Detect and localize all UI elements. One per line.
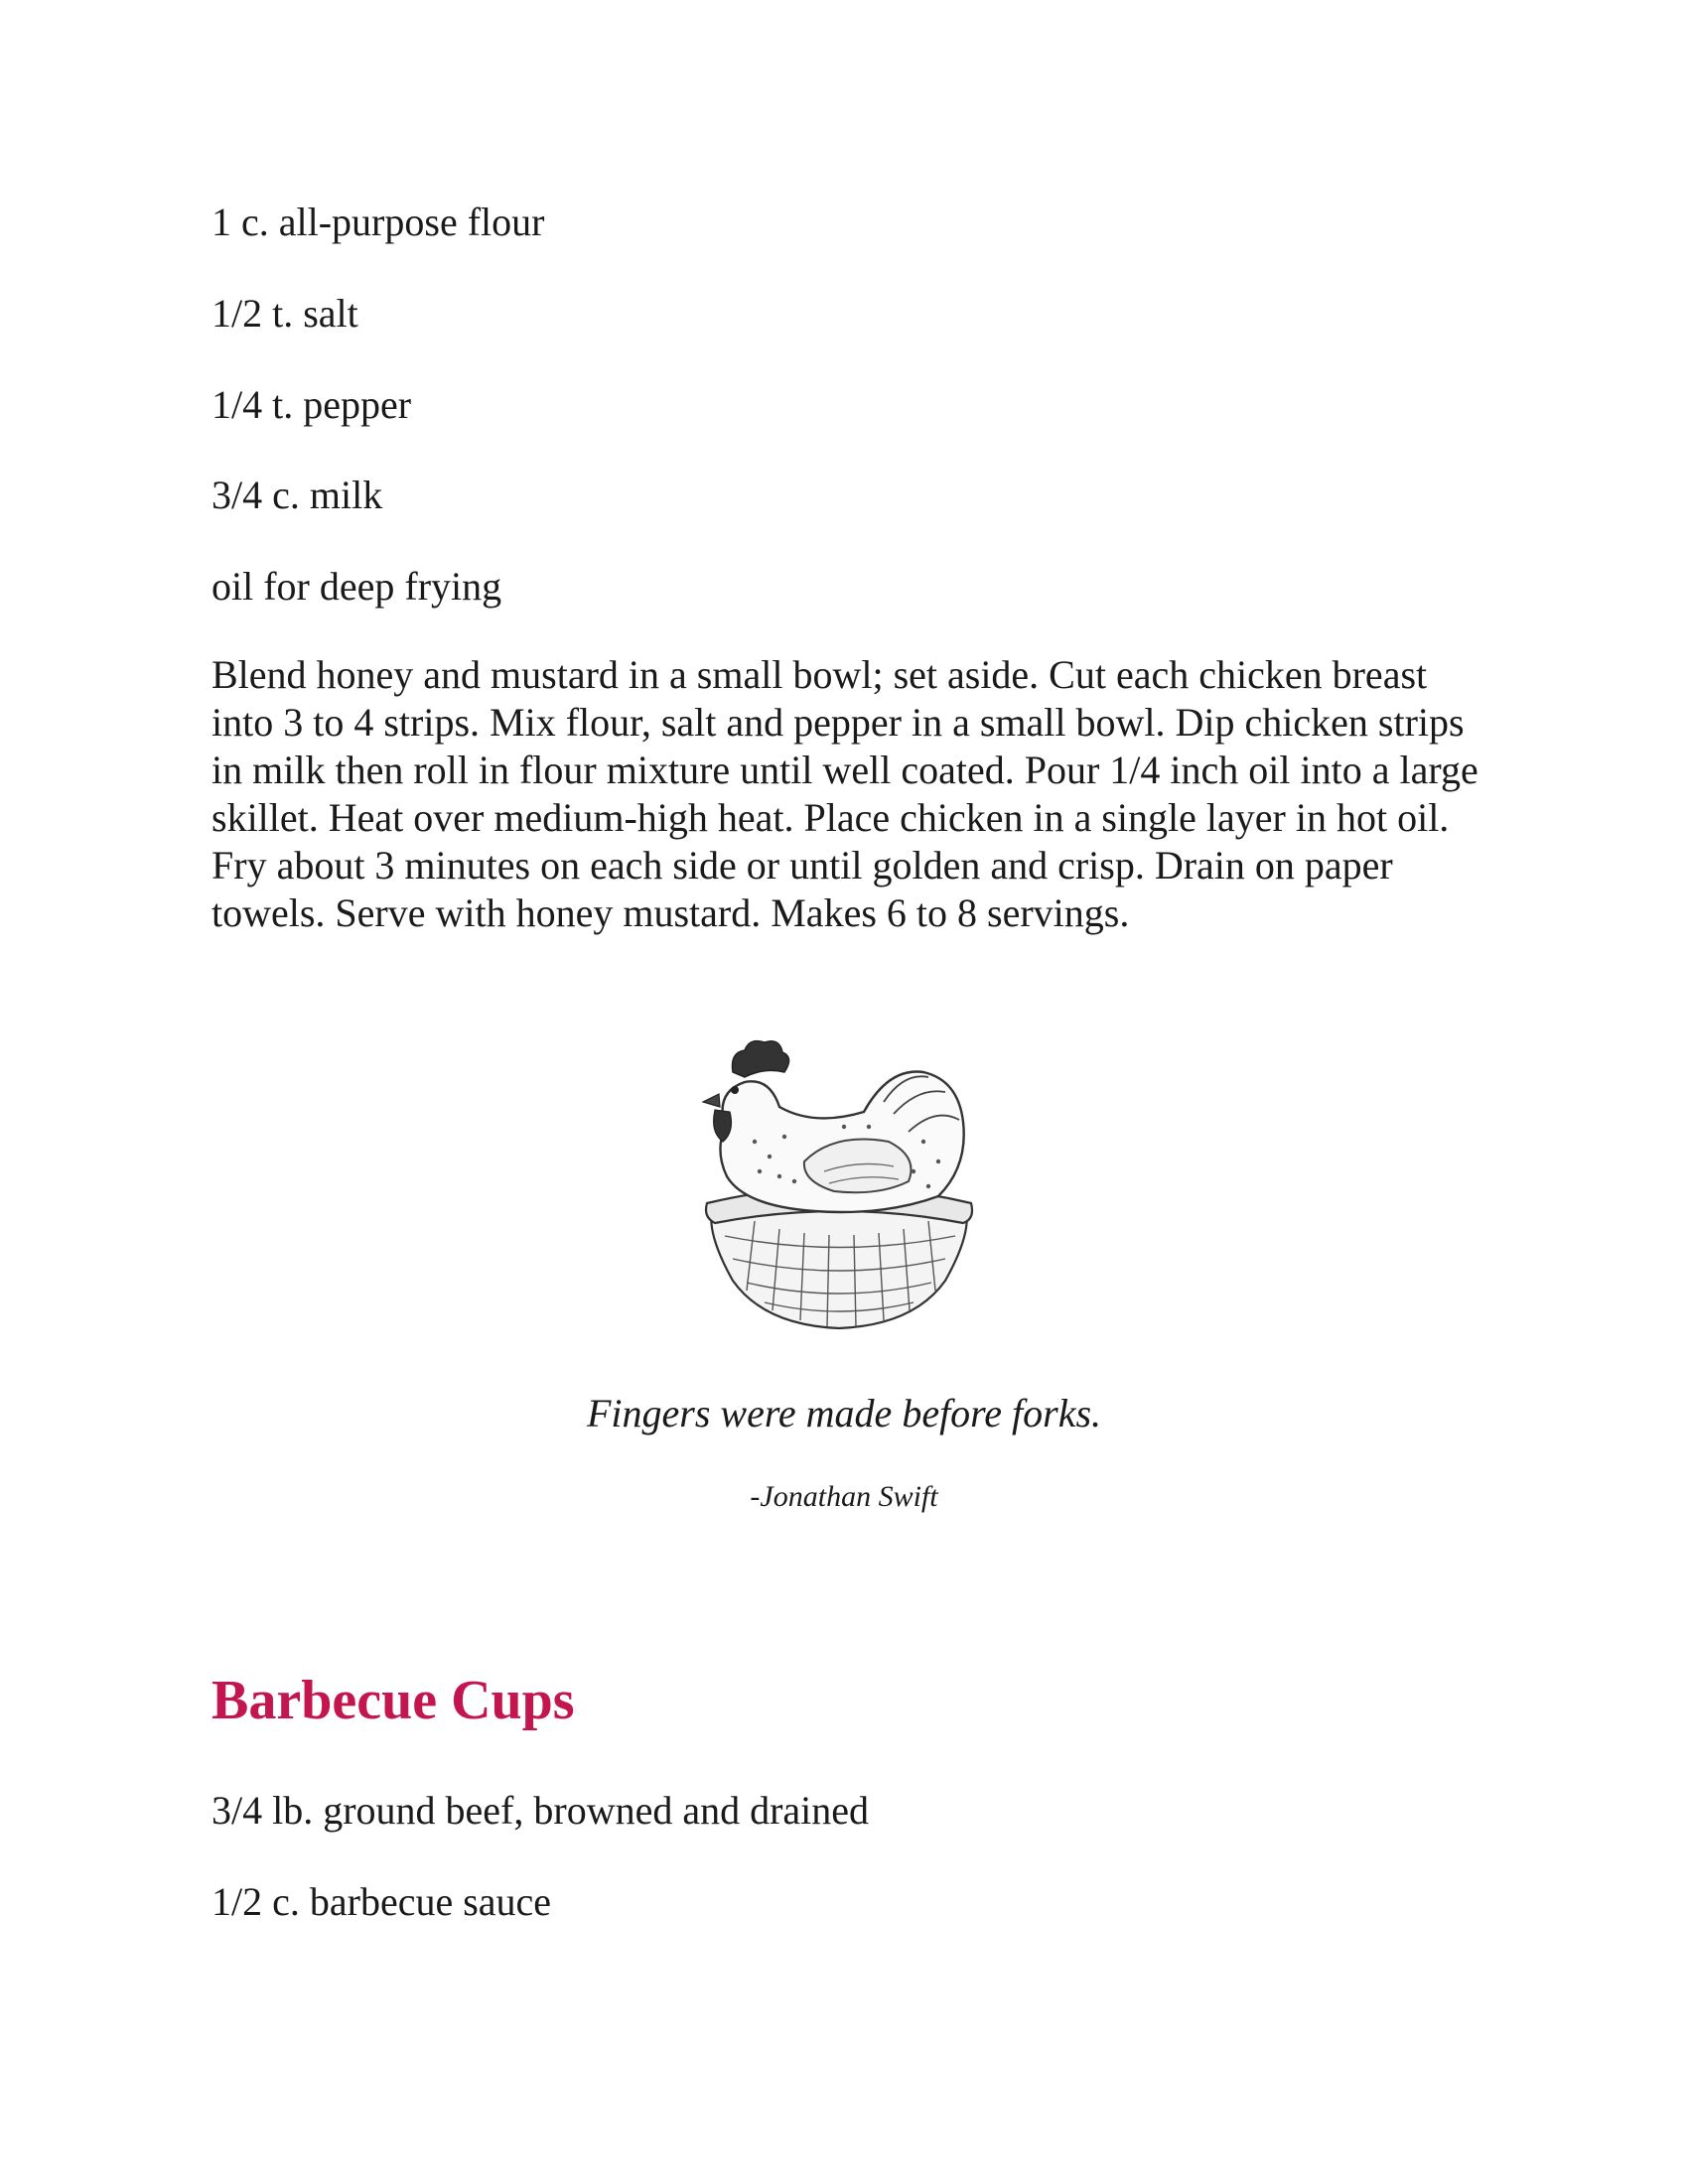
ingredient-pepper: 1/4 t. pepper: [211, 382, 412, 427]
ingredient-milk: 3/4 c. milk: [211, 473, 383, 517]
recipe-title: Barbecue Cups: [211, 1670, 575, 1731]
ingredient-salt: 1/2 t. salt: [211, 291, 358, 336]
ingredient-oil: oil for deep frying: [211, 564, 502, 609]
recipe-instructions: Blend honey and mustard in a small bowl; set aside. Cut each chicken breast into 3 to 4 strips. Mix flour, salt and pepper in a small bowl. Dip chicken strips in milk then roll in flour mixture until well coated. Pour 1/4 inch oil into a large skillet. Heat over medium-high heat. Place chicken in a single layer in hot oil. Fry about 3 minutes on each side or until golden and crisp. Drain on paper towels. Serve with honey mustard. Makes 6 to 8 servings.: [211, 652, 1478, 935]
hen-on-nest-basket-icon: [685, 1032, 993, 1330]
quote-text: Fingers were made before forks.: [586, 1391, 1102, 1435]
quote-author: -Jonathan Swift: [750, 1480, 938, 1513]
ingredient-flour: 1 c. all-purpose flour: [211, 200, 545, 244]
ingredient-barbecue-sauce: 1/2 c. barbecue sauce: [211, 1879, 552, 1924]
ingredient-ground-beef: 3/4 lb. ground beef, browned and drained: [211, 1788, 870, 1833]
